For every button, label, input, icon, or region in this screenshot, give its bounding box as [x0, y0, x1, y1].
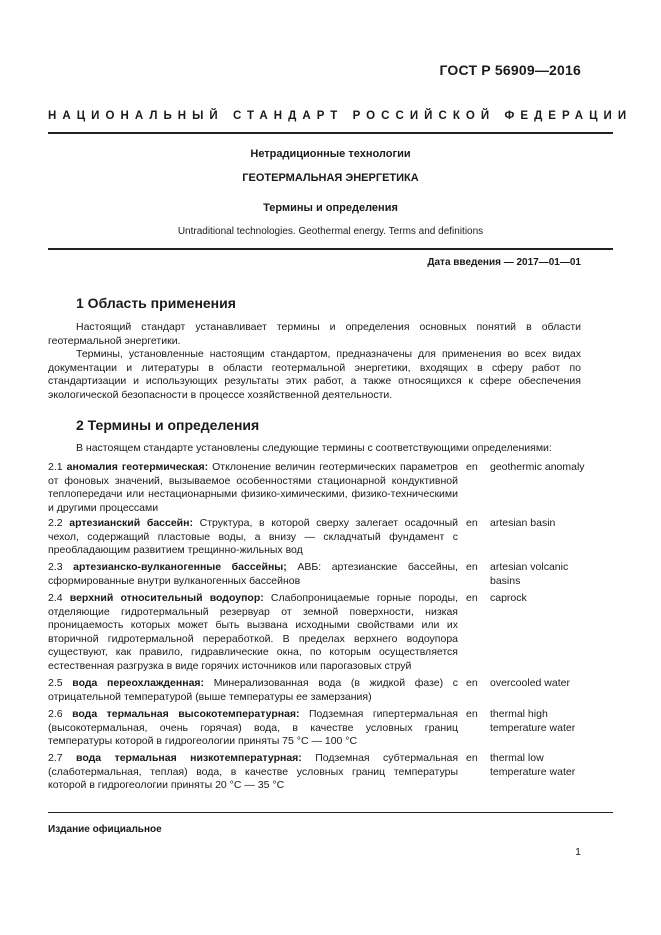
term-name: артезианский бассейн: [69, 517, 193, 529]
term-entry-2-6 [48, 708, 458, 749]
term-definition: Подземная субтермальная (слаботермальная, теплая) вода, в качестве условных границ температуры которой в гидрогеологии приняты 20 °С — 35 °С [48, 752, 459, 791]
term-language: en [466, 677, 478, 689]
term-language: en [466, 561, 478, 573]
term-number: 2.1 [48, 461, 63, 473]
term-language: en [466, 752, 478, 764]
page-number: 1 [575, 846, 581, 858]
term-entry-2-3 [48, 561, 458, 588]
term-name: артезианско-вулканогенные бассейны; [73, 561, 287, 573]
term-language: en [466, 517, 478, 529]
term-language: en [466, 592, 478, 604]
term-name: вода термальная низкотемпературная: [76, 752, 302, 764]
term-definition: Слабопроницаемые горные породы, отделяющие гидротермальный резервуар от земной поверхности, низкая проницаемость которых может быть вызвана исходными свойствами или их вторичной гидротермальной переработкой. В пределах верхнего водоупора существуют, как правило, гидравлические окна, по которым осуществляется естественная разгрузка в виде горячих источников или парогазовых струй [48, 592, 459, 672]
title-line-1: Нетрадиционные технологии [250, 148, 411, 160]
term-language: en [466, 708, 478, 720]
term-definition: Подземная гипертермальная (высокотермальная, очень горячая) вода, в качестве условных границ температуры которой в гидрогеологии приняты 75 °С — 100 °С [48, 708, 458, 747]
term-number: 2.6 [48, 708, 63, 720]
term-definition: Отклонение величин геотермических параметров от фоновых значений, вызываемое особенностями стационарной кондуктивной теплопередачи или нестационарными физико-химическими, физико-техническими и другими процессами [48, 461, 458, 514]
introduction-date: Дата введения — 2017—01—01 [427, 257, 581, 268]
title-divider [48, 248, 613, 250]
term-definition: АВБ: артезианские бассейны, сформированные внутри вулканогенных бассейнов [48, 561, 458, 587]
footer-divider [48, 812, 613, 813]
term-name: аномалия геотермическая: [66, 461, 209, 473]
term-english-equivalent: caprock [490, 592, 527, 604]
term-entry-2-7 [48, 752, 458, 793]
term-name: верхний относительный водоупор: [69, 592, 264, 604]
title-line-3: Термины и определения [263, 202, 398, 214]
section-2-heading: 2 Термины и определения [76, 417, 260, 433]
term-language: en [466, 461, 478, 473]
term-english-equivalent: artesian volcanic basins [490, 561, 569, 587]
term-name: вода термальная высокотемпературная: [72, 708, 300, 720]
section-1-paragraph-1: Настоящий стандарт устанавливает термины и определения основных понятий в области геотермальной энергетики. [48, 321, 581, 347]
term-number: 2.7 [48, 752, 63, 764]
term-definition: Структура, в которой сверху залегает осадочный чехол, содержащий пластовые воды, а внизу — складчатый фундамент с преобладающим развитием трещинно-жильных вод [48, 517, 458, 556]
term-entry-2-1 [48, 461, 458, 515]
term-name: вода переохлажденная: [72, 677, 205, 689]
term-number: 2.4 [48, 592, 63, 604]
national-standard-title: НАЦИОНАЛЬНЫЙ СТАНДАРТ РОССИЙСКОЙ ФЕДЕРАЦИИ [48, 110, 633, 122]
section-1-heading: 1 Область применения [76, 295, 236, 311]
term-english-equivalent: overcooled water [490, 677, 570, 689]
term-entry-2-5 [48, 677, 458, 704]
term-english-equivalent: geothermic anomaly [490, 461, 585, 473]
section-1-paragraph-2: Термины, установленные настоящим стандартом, предназначены для применения во всех видах документации и литературы в области геотермальной энергетики, входящих в сферу работ по стандартизации и использующих результаты этих работ, а также относящихся к сфере обеспечения экологической безопасности в процессе хозяйственной деятельности. [48, 348, 581, 401]
term-entry-2-2 [48, 517, 458, 558]
term-entry-2-4 [48, 592, 458, 673]
term-english-equivalent: thermal low temperature water [490, 752, 576, 778]
standard-number: ГОСТ Р 56909—2016 [439, 62, 581, 78]
term-number: 2.5 [48, 677, 63, 689]
top-divider [48, 132, 613, 134]
term-english-equivalent: thermal high temperature water [490, 708, 576, 734]
term-number: 2.3 [48, 561, 63, 573]
section-2-intro: В настоящем стандарте установлены следующие термины с соответствующими определениями: [76, 442, 552, 454]
official-edition-label: Издание официальное [48, 824, 162, 835]
term-number: 2.2 [48, 517, 63, 529]
term-definition: Минерализованная вода (в жидкой фазе) с отрицательной температурой (выше температуры ее замерзания) [48, 677, 459, 703]
title-line-2: ГЕОТЕРМАЛЬНАЯ ЭНЕРГЕТИКА [242, 172, 419, 184]
english-title: Untraditional technologies. Geothermal energy. Terms and definitions [177, 226, 484, 237]
term-english-equivalent: artesian basin [490, 517, 556, 529]
